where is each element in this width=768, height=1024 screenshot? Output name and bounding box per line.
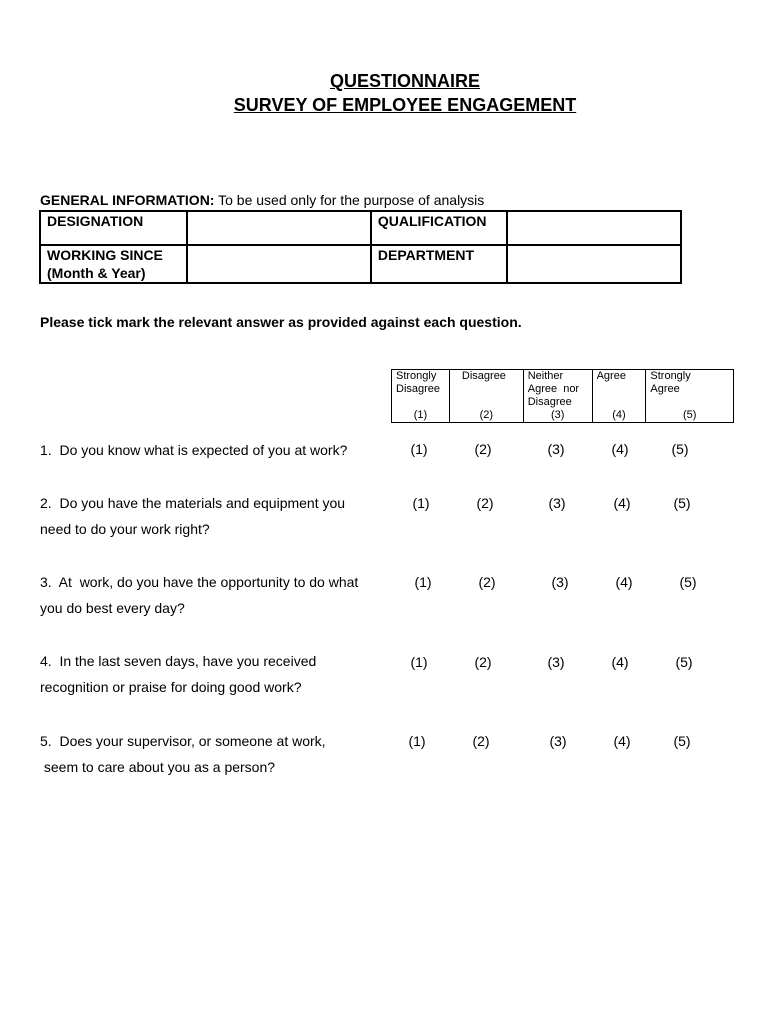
q3-option-4[interactable]: (4) bbox=[615, 574, 633, 590]
question-4 bbox=[40, 648, 316, 700]
question-1-line1: 1. Do you know what is expected of you at work? bbox=[40, 442, 348, 458]
q1-option-1[interactable]: (1) bbox=[410, 441, 428, 457]
designation-label: DESIGNATION bbox=[40, 211, 187, 245]
scale-number: (2) bbox=[479, 409, 494, 421]
question-5-line1: 5. Does your supervisor, or someone at work, bbox=[40, 733, 326, 749]
scale-label-line3: Disagree bbox=[527, 396, 572, 408]
question-2 bbox=[40, 490, 345, 542]
department-label: DEPARTMENT bbox=[371, 245, 507, 283]
instruction-text: Please tick mark the relevant answer as provided against each question. bbox=[40, 314, 522, 330]
question-3-line1: 3. At work, do you have the opportunity to do what bbox=[40, 574, 359, 590]
q2-option-5[interactable]: (5) bbox=[673, 495, 691, 511]
question-2-line2: need to do your work right? bbox=[40, 521, 210, 537]
question-5-line2: seem to care about you as a person? bbox=[40, 759, 276, 775]
q2-option-1[interactable]: (1) bbox=[412, 495, 430, 511]
scale-strongly-agree bbox=[646, 370, 734, 423]
general-info-table bbox=[39, 210, 682, 284]
qualification-field[interactable] bbox=[507, 211, 681, 245]
scale-disagree bbox=[449, 370, 523, 423]
document-title: QUESTIONNAIRE bbox=[329, 71, 480, 91]
document-subtitle: SURVEY OF EMPLOYEE ENGAGEMENT bbox=[233, 95, 577, 115]
question-3 bbox=[40, 569, 358, 621]
scale-label-line2: Disagree bbox=[396, 383, 441, 395]
working-since-label bbox=[40, 245, 187, 283]
q3-option-3[interactable]: (3) bbox=[551, 574, 569, 590]
scale-label-line1: Neither bbox=[527, 370, 564, 382]
scale-agree bbox=[592, 370, 646, 423]
qualification-label: QUALIFICATION bbox=[371, 211, 507, 245]
q5-option-4[interactable]: (4) bbox=[613, 733, 631, 749]
rating-scale-legend bbox=[391, 369, 734, 423]
scale-number: (1) bbox=[413, 409, 428, 421]
q4-option-1[interactable]: (1) bbox=[410, 654, 428, 670]
q2-option-2[interactable]: (2) bbox=[476, 495, 494, 511]
scale-label-line2: Agree nor bbox=[527, 383, 580, 395]
scale-label-line1: Disagree bbox=[461, 370, 506, 382]
q3-option-2[interactable]: (2) bbox=[478, 574, 496, 590]
q5-option-5[interactable]: (5) bbox=[673, 733, 691, 749]
working-since-field[interactable] bbox=[187, 245, 371, 283]
scale-label-line1: Strongly bbox=[650, 370, 691, 382]
q1-option-3[interactable]: (3) bbox=[547, 441, 565, 457]
q5-option-3[interactable]: (3) bbox=[549, 733, 567, 749]
question-1 bbox=[40, 437, 347, 463]
general-info-heading bbox=[40, 192, 484, 208]
scale-number: (3) bbox=[550, 409, 565, 421]
q4-option-5[interactable]: (5) bbox=[675, 654, 693, 670]
scale-label-line2: Agree bbox=[650, 383, 680, 395]
question-4-line2: recognition or praise for doing good work? bbox=[40, 679, 302, 695]
scale-neither bbox=[523, 370, 592, 423]
question-5 bbox=[40, 728, 326, 780]
scale-number: (4) bbox=[612, 409, 626, 421]
general-info-note: To be used only for the purpose of analysis bbox=[214, 192, 485, 208]
question-4-line1: 4. In the last seven days, have you received bbox=[40, 653, 317, 669]
q2-option-3[interactable]: (3) bbox=[548, 495, 566, 511]
q4-option-2[interactable]: (2) bbox=[474, 654, 492, 670]
working-since-label-line1: WORKING SINCE bbox=[47, 247, 163, 263]
q1-option-2[interactable]: (2) bbox=[474, 441, 492, 457]
q4-option-4[interactable]: (4) bbox=[611, 654, 629, 670]
q5-option-2[interactable]: (2) bbox=[472, 733, 490, 749]
scale-strongly-disagree bbox=[392, 370, 450, 423]
q3-option-1[interactable]: (1) bbox=[414, 574, 432, 590]
designation-field[interactable] bbox=[187, 211, 371, 245]
scale-label-line1: Strongly bbox=[396, 370, 437, 382]
question-2-line1: 2. Do you have the materials and equipment you bbox=[40, 495, 346, 511]
working-since-label-line2: (Month & Year) bbox=[47, 265, 146, 281]
scale-label-line1: Agree bbox=[596, 370, 626, 382]
q5-option-1[interactable]: (1) bbox=[408, 733, 426, 749]
q4-option-3[interactable]: (3) bbox=[547, 654, 565, 670]
department-field[interactable] bbox=[507, 245, 681, 283]
scale-number: (5) bbox=[682, 409, 697, 421]
q1-option-4[interactable]: (4) bbox=[611, 441, 629, 457]
q1-option-5[interactable]: (5) bbox=[671, 441, 689, 457]
q2-option-4[interactable]: (4) bbox=[613, 495, 631, 511]
general-info-label: GENERAL INFORMATION: bbox=[40, 192, 215, 208]
question-3-line2: you do best every day? bbox=[40, 600, 185, 616]
q3-option-5[interactable]: (5) bbox=[679, 574, 697, 590]
